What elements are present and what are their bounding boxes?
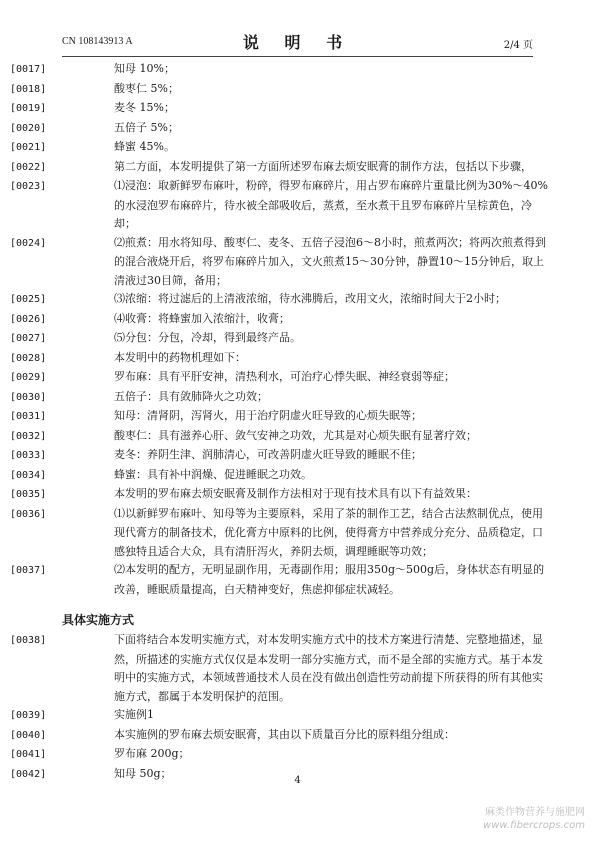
paragraph	[10, 158, 551, 178]
page-number: 4	[294, 775, 301, 786]
paragraph-number: [0025]	[10, 294, 47, 305]
document-number: CN 108143913 A	[62, 36, 133, 47]
paragraph-text: 知母：清肾阴，泻肾火，用于治疗阴虚火旺导致的心烦失眠等；	[114, 409, 422, 422]
paragraph-text: 罗布麻 200g；	[114, 747, 190, 760]
paragraph-number: [0020]	[10, 122, 47, 134]
paragraph-text: 麦冬：养阴生津、润肺清心，可改善阴虚火旺导致的睡眠不佳；	[114, 448, 422, 461]
paragraph	[10, 119, 551, 139]
paragraph-text: ⑵本发明的配方，无明显副作用，无毒副作用；服用350g～500g后，身体状态有明显的改善，睡眠质量提高，白天精神变好，焦虑抑郁症状减轻。	[114, 563, 545, 596]
paragraph	[10, 706, 551, 726]
paragraph-number: [0021]	[10, 142, 47, 153]
paragraph-number: [0027]	[10, 333, 47, 344]
paragraph	[10, 631, 551, 706]
paragraph-text: ⑴以新鲜罗布麻叶、知母等为主要原料，采用了茶的制作工艺，结合古法熬制优点，使用现代膏方的制备技术，优化膏方中原料的比例，使得膏方中营养成分充分、品质稳定，口感独特且适合大众，具有清肝泻火，养阴去烦，调理睡眠等功效；	[114, 506, 543, 558]
paragraph-text: 第二方面，本发明提供了第一方面所述罗布麻去烦安眠膏的制作方法，包括以下步骤，	[114, 159, 532, 173]
paragraph-text: 本发明中的药物机理如下：	[114, 350, 246, 364]
paragraph	[10, 745, 551, 765]
paragraph-text: 蜂蜜 45%。	[114, 140, 175, 153]
paragraph-text: 酸枣仁：具有滋养心肝、敛气安神之功效，尤其是对心烦失眠有显著疗效；	[114, 428, 477, 442]
paragraph	[10, 99, 551, 119]
paragraph-text: 罗布麻：具有平肝安神，清热利水，可治疗心悸失眠、神经衰弱等症；	[114, 370, 455, 383]
paragraph-number: [0039]	[10, 710, 47, 721]
paragraph-text: 五倍子：具有敛肺降火之功效；	[114, 389, 268, 403]
paragraph	[10, 388, 551, 408]
paragraph	[10, 310, 551, 330]
paragraph-text: ⑷收膏：将蜂蜜加入浓缩汁，收膏；	[114, 311, 290, 325]
paragraph	[10, 290, 551, 310]
paragraph	[10, 485, 551, 505]
paragraph-text: 下面将结合本发明实施方式，对本发明实施方式中的技术方案进行清楚、完整地描述，显然，所描述的实施方式仅仅是本发明一部分实施方式，而不是全部的实施方式。基于本发明中的实施方式，本领域普通技术人员在没有做出创造性劳动前提下所获得的所有其他实施方式，都属于本发明保护的范围。	[114, 633, 543, 703]
paragraph	[10, 407, 551, 427]
paragraph-number: [0022]	[10, 161, 47, 173]
paragraph	[10, 561, 551, 599]
paragraph-number: [0036]	[10, 508, 47, 520]
paragraph-number: [0033]	[10, 450, 47, 461]
paragraph-number: [0030]	[10, 391, 47, 403]
page-indicator: 2/4 页	[503, 40, 533, 51]
paragraph-number: [0040]	[10, 729, 47, 741]
paragraph-number: [0032]	[10, 430, 47, 442]
document-title: 说 明 书	[242, 33, 353, 52]
paragraph	[10, 505, 551, 562]
paragraph-text: 实施例1	[114, 708, 154, 721]
paragraph-number: [0028]	[10, 352, 47, 364]
paragraph-number: [0023]	[10, 181, 47, 192]
paragraph-text: 蜂蜜：具有补中润燥、促进睡眠之功效。	[114, 467, 312, 481]
paragraph-text: ⑵煎煮：用水将知母、酸枣仁、麦冬、五倍子浸泡6～8小时，煎煮两次；将两次煎煮得到的混合液烧开后，将罗布麻碎片加入，文火煎煮15～30分钟，静置10～15分钟后，取上清液过30目筛，备用；	[114, 235, 546, 287]
paragraph-text: 本实施例的罗布麻去烦安眠膏，其由以下质量百分比的原料组分组成：	[114, 727, 455, 741]
paragraph-number: [0041]	[10, 749, 47, 760]
paragraph-number: [0031]	[10, 411, 47, 422]
watermark-url: www.fibercrops.com	[483, 820, 585, 831]
paragraph-text: ⑸分包：分包，冷却，得到最终产品。	[114, 331, 301, 344]
paragraph	[10, 329, 551, 349]
paragraph-text: 本发明的罗布麻去烦安眠膏及制作方法相对于现有技术具有以下有益效果：	[114, 487, 477, 500]
paragraph	[10, 138, 551, 158]
page-header	[62, 30, 533, 57]
paragraph	[10, 60, 551, 80]
paragraph-list-part1	[10, 60, 551, 599]
paragraph-number: [0038]	[10, 635, 47, 646]
paragraph	[10, 80, 551, 100]
paragraph-number: [0037]	[10, 565, 47, 576]
paragraph-list-part2	[10, 631, 551, 784]
watermark	[483, 806, 585, 832]
paragraph-text: 酸枣仁 5%；	[114, 81, 179, 95]
paragraph-number: [0042]	[10, 768, 47, 780]
section-heading: 具体实施方式	[62, 613, 135, 627]
paragraph-number: [0019]	[10, 103, 47, 114]
paragraph-number: [0017]	[10, 64, 47, 75]
paragraph-text: 知母 10%；	[114, 62, 175, 75]
paragraph-text: ⑴浸泡：取新鲜罗布麻叶，粉碎，得罗布麻碎片，用占罗布麻碎片重量比例为30%～40%的水浸泡罗布麻碎片，待水被全部吸收后，蒸煮，至水煮干且罗布麻碎片呈棕黄色，冷却；	[114, 179, 548, 230]
paragraph-number: [0024]	[10, 237, 47, 249]
document-body	[10, 60, 551, 784]
paragraph	[10, 726, 551, 746]
watermark-text: 麻类作物营养与施肥网	[485, 807, 585, 818]
paragraph-number: [0035]	[10, 489, 47, 500]
paragraph-text: 麦冬 15%；	[114, 101, 175, 114]
paragraph-number: [0029]	[10, 372, 47, 383]
paragraph	[10, 427, 551, 447]
paragraph-text: ⑶浓缩：将过滤后的上清液浓缩，待水沸腾后，改用文火，浓缩时间大于2小时；	[114, 292, 506, 305]
paragraph-number: [0026]	[10, 313, 47, 325]
paragraph-text: 五倍子 5%；	[114, 120, 179, 134]
paragraph	[10, 446, 551, 466]
paragraph	[10, 349, 551, 369]
paragraph	[10, 368, 551, 388]
paragraph	[10, 466, 551, 486]
paragraph	[10, 177, 551, 234]
paragraph-text: 知母 50g；	[114, 766, 172, 780]
paragraph	[10, 234, 551, 291]
paragraph-number: [0018]	[10, 83, 47, 95]
paragraph-number: [0034]	[10, 469, 47, 481]
